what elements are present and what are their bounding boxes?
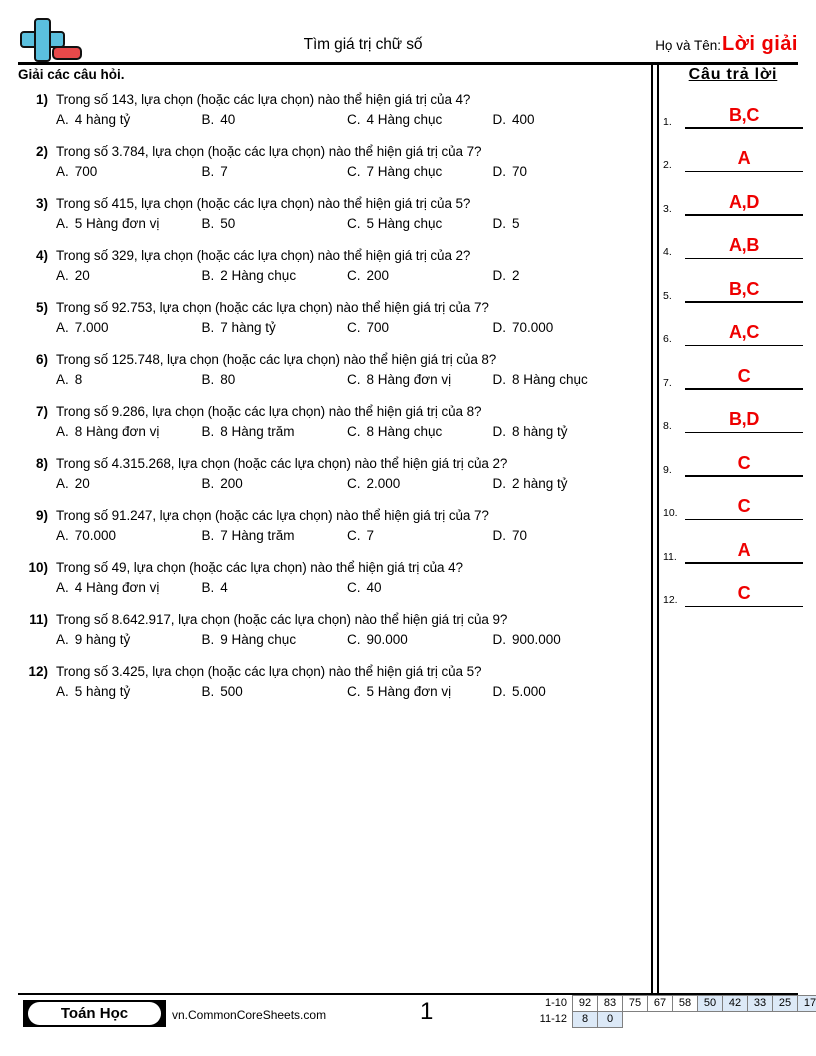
answer-row <box>663 521 803 565</box>
choice-text: 7 <box>366 528 375 543</box>
choice-letter: D. <box>492 632 506 647</box>
instruction-text: Giải các câu hỏi. <box>18 67 125 82</box>
choice-text: 5 Hàng chục <box>366 216 443 231</box>
choice-text: 400 <box>512 112 535 127</box>
answer-value: C <box>737 365 751 386</box>
answer-value: C <box>737 496 751 516</box>
answer-index: 10. <box>663 507 678 519</box>
choice-option[interactable] <box>347 580 493 595</box>
choice-row <box>56 112 638 127</box>
choice-letter: D. <box>492 268 506 283</box>
choice-text: 8 Hàng đơn vị <box>74 424 160 439</box>
score-range-label: 1-10 <box>544 997 567 1009</box>
choice-letter: C. <box>347 528 361 543</box>
choice-option[interactable] <box>493 424 639 439</box>
choice-letter: A. <box>56 372 69 387</box>
score-cell: 25 <box>772 995 798 1012</box>
choice-option[interactable] <box>493 216 639 231</box>
question-text: Trong số 9.286, lựa chọn (hoặc các lựa chọn) nào thể hiện giá trị của 8? <box>56 404 482 419</box>
choice-letter: B. <box>201 112 215 127</box>
question-item <box>18 664 638 699</box>
logo-plus-center <box>37 33 48 46</box>
choice-letter: D. <box>492 112 506 127</box>
answer-row <box>663 173 803 217</box>
choice-option[interactable] <box>347 216 493 231</box>
choice-option[interactable] <box>202 112 348 127</box>
choice-option[interactable] <box>202 684 348 699</box>
answer-value: A,B <box>728 235 760 255</box>
choice-text: 2 hàng tỷ <box>512 476 568 491</box>
choice-option[interactable] <box>493 164 639 179</box>
choice-letter: C. <box>347 164 361 179</box>
answer-blank-line[interactable] <box>685 214 803 216</box>
choice-text: 700 <box>366 320 390 335</box>
question-header <box>18 508 638 523</box>
divider-line-right <box>657 64 659 994</box>
choice-letter: C. <box>347 268 361 283</box>
answer-row <box>663 478 803 522</box>
question-number: 7) <box>35 404 48 419</box>
question-item <box>18 508 638 543</box>
score-cell: 83 <box>597 995 623 1012</box>
answer-row <box>663 391 803 435</box>
choice-option[interactable] <box>56 372 202 387</box>
answer-blank-line[interactable] <box>685 432 803 434</box>
answer-value: B,C <box>728 104 760 125</box>
header-divider <box>18 62 798 65</box>
answer-value: A <box>737 539 751 560</box>
answer-value: A,D <box>728 191 760 212</box>
choice-letter: A. <box>56 216 69 231</box>
choice-option[interactable] <box>56 164 202 179</box>
choice-option[interactable] <box>56 684 202 699</box>
score-cell: 8 <box>572 1011 598 1028</box>
choice-text: 8 hàng tỷ <box>512 424 568 439</box>
score-cell: 75 <box>622 995 648 1012</box>
answer-value: B,D <box>728 409 760 429</box>
question-number: 2) <box>35 144 48 159</box>
questions-list <box>18 92 638 716</box>
question-number: 1) <box>35 92 48 107</box>
answer-key-title: Câu trả lời <box>688 66 778 83</box>
answer-value: C <box>737 452 751 473</box>
choice-letter: B. <box>201 632 215 647</box>
choice-option[interactable] <box>56 476 202 491</box>
choice-text: 4 <box>220 580 228 595</box>
choice-row <box>56 580 638 595</box>
subject-badge-label: Toán Học <box>28 1002 161 1025</box>
choice-option[interactable] <box>202 268 348 283</box>
question-item <box>18 612 638 647</box>
choice-letter: D. <box>492 424 506 439</box>
choice-letter: C. <box>347 216 361 231</box>
choice-row <box>56 684 638 699</box>
choice-option[interactable] <box>347 112 493 127</box>
choice-text: 200 <box>366 268 390 283</box>
choice-text: 200 <box>220 476 243 491</box>
answer-blank-line[interactable] <box>685 606 803 608</box>
score-cell: 58 <box>672 995 698 1012</box>
answer-row <box>663 86 803 130</box>
choice-letter: D. <box>492 372 506 387</box>
choice-letter: B. <box>201 424 215 439</box>
choice-letter: A. <box>56 684 69 699</box>
question-text: Trong số 143, lựa chọn (hoặc các lựa chọn) nào thể hiện giá trị của 4? <box>56 92 471 107</box>
question-header <box>18 300 638 315</box>
choice-option[interactable] <box>493 476 639 491</box>
question-header <box>18 612 638 627</box>
choice-letter: B. <box>201 580 215 595</box>
question-number: 10) <box>28 560 48 575</box>
choice-option[interactable] <box>202 580 348 595</box>
answer-row <box>663 260 803 304</box>
choice-option[interactable] <box>347 268 493 283</box>
name-value: Lời giải <box>721 33 798 55</box>
answer-blank-line[interactable] <box>685 171 803 173</box>
choice-row <box>56 164 638 179</box>
choice-row <box>56 528 638 543</box>
choice-letter: B. <box>201 164 215 179</box>
choice-text: 80 <box>220 372 236 387</box>
choice-text: 2 Hàng chục <box>220 268 297 283</box>
choice-option[interactable] <box>202 216 348 231</box>
answer-index: 12. <box>663 594 678 606</box>
choice-letter: B. <box>201 268 215 283</box>
name-field-group <box>655 33 798 56</box>
choice-option[interactable] <box>347 632 493 647</box>
question-header <box>18 456 638 471</box>
choice-text: 7 Hàng chục <box>366 164 443 179</box>
question-number: 11) <box>29 612 48 627</box>
choice-letter: B. <box>201 476 215 491</box>
choice-text: 20 <box>74 268 90 283</box>
choice-text: 50 <box>220 216 236 231</box>
answer-index: 2. <box>663 159 672 171</box>
question-number: 5) <box>35 300 48 315</box>
score-cell: 0 <box>597 1011 623 1028</box>
choice-text: 7 hàng tỷ <box>220 320 276 335</box>
choice-option[interactable] <box>493 528 639 543</box>
choice-letter: C. <box>347 112 361 127</box>
choice-option[interactable] <box>347 164 493 179</box>
logo-minus-bar <box>52 46 82 60</box>
score-cell: 42 <box>722 995 748 1012</box>
choice-text: 40 <box>220 112 236 127</box>
choice-letter: C. <box>347 476 361 491</box>
choice-option[interactable] <box>347 320 493 335</box>
answer-index: 9. <box>663 463 672 476</box>
name-label: Họ và Tên: <box>655 38 721 53</box>
question-header <box>18 404 638 419</box>
question-header <box>18 352 638 367</box>
choice-row <box>56 632 638 647</box>
choice-text: 4 hàng tỷ <box>74 112 131 127</box>
choice-text: 5 Hàng đơn vị <box>366 684 452 699</box>
choice-option[interactable] <box>56 580 202 595</box>
score-cell: 67 <box>647 995 673 1012</box>
choice-option[interactable] <box>347 476 493 491</box>
answer-index: 1. <box>663 115 672 128</box>
score-table-row <box>528 995 816 1012</box>
answer-row <box>663 565 803 609</box>
answer-value: C <box>737 583 751 603</box>
choice-letter: C. <box>347 632 361 647</box>
choice-letter: A. <box>56 164 69 179</box>
choice-letter: B. <box>201 372 215 387</box>
choice-option[interactable] <box>347 372 493 387</box>
choice-letter: D. <box>492 684 506 699</box>
question-item <box>18 456 638 491</box>
answer-row <box>663 347 803 391</box>
choice-text: 9 Hàng chục <box>220 632 297 647</box>
choice-letter: B. <box>201 216 215 231</box>
choice-text: 7 Hàng trăm <box>220 528 295 543</box>
answer-blank-line[interactable] <box>685 562 803 564</box>
choice-option[interactable] <box>56 320 202 335</box>
choice-text: 8 Hàng trăm <box>220 424 295 439</box>
choice-option[interactable] <box>202 372 348 387</box>
choice-option[interactable] <box>56 112 202 127</box>
choice-option[interactable] <box>493 112 639 127</box>
question-text: Trong số 329, lựa chọn (hoặc các lựa chọn) nào thể hiện giá trị của 2? <box>56 248 471 263</box>
question-text: Trong số 3.784, lựa chọn (hoặc các lựa chọn) nào thể hiện giá trị của 7? <box>56 144 482 159</box>
choice-text: 2.000 <box>366 476 401 491</box>
question-text: Trong số 4.315.268, lựa chọn (hoặc các lựa chọn) nào thể hiện giá trị của 2? <box>56 456 508 471</box>
choice-option[interactable] <box>56 216 202 231</box>
choice-letter: D. <box>492 164 506 179</box>
choice-letter: A. <box>56 476 69 491</box>
choice-option[interactable] <box>56 528 202 543</box>
choice-letter: B. <box>201 528 215 543</box>
choice-letter: D. <box>492 216 506 231</box>
question-number: 8) <box>35 456 48 471</box>
answer-blank-line[interactable] <box>685 127 803 129</box>
question-header <box>18 248 638 263</box>
choice-text: 70 <box>512 528 528 543</box>
choice-letter: D. <box>492 528 506 543</box>
choice-option[interactable] <box>493 684 639 699</box>
answer-index: 7. <box>663 376 672 389</box>
score-table <box>528 995 816 1027</box>
choice-text: 500 <box>220 684 243 699</box>
choice-letter: A. <box>56 528 69 543</box>
choice-text: 4 Hàng chục <box>366 112 443 127</box>
choice-letter: A. <box>56 320 69 335</box>
question-number: 4) <box>35 248 48 263</box>
choice-option[interactable] <box>56 632 202 647</box>
choice-letter: A. <box>56 424 69 439</box>
choice-row <box>56 424 638 439</box>
choice-letter: A. <box>56 112 69 127</box>
answer-value: A <box>737 148 751 168</box>
question-text: Trong số 8.642.917, lựa chọn (hoặc các lựa chọn) nào thể hiện giá trị của 9? <box>56 612 508 627</box>
choice-option[interactable] <box>202 424 348 439</box>
choice-row <box>56 320 638 335</box>
answer-rows <box>663 86 803 608</box>
choice-option[interactable] <box>202 632 348 647</box>
choice-letter: A. <box>56 632 69 647</box>
question-text: Trong số 415, lựa chọn (hoặc các lựa chọn) nào thể hiện giá trị của 5? <box>56 196 471 211</box>
score-range-label: 11-12 <box>539 1013 567 1025</box>
choice-text: 8 Hàng chục <box>512 372 588 387</box>
page-header <box>18 14 798 62</box>
choice-option[interactable] <box>56 268 202 283</box>
website-url: vn.CommonCoreSheets.com <box>172 1008 327 1022</box>
question-number: 3) <box>35 196 48 211</box>
answer-value: B,C <box>728 278 760 299</box>
choice-text: 90.000 <box>366 632 408 647</box>
choice-letter: D. <box>492 476 506 491</box>
choice-text: 8 Hàng đơn vị <box>366 372 452 387</box>
choice-text: 5 Hàng đơn vị <box>74 216 160 231</box>
choice-text: 70 <box>512 164 528 179</box>
choice-text: 40 <box>366 580 382 595</box>
choice-letter: D. <box>492 320 506 335</box>
choice-option[interactable] <box>56 424 202 439</box>
answer-key-panel <box>663 66 803 608</box>
plus-minus-logo-icon <box>18 16 82 62</box>
answer-index: 4. <box>663 246 672 258</box>
choice-text: 7 <box>220 164 228 179</box>
answer-blank-line[interactable] <box>685 519 803 521</box>
question-number: 9) <box>35 508 48 523</box>
choice-option[interactable] <box>493 372 639 387</box>
choice-letter: B. <box>201 320 215 335</box>
choice-option[interactable] <box>202 528 348 543</box>
choice-text: 9 hàng tỷ <box>74 632 131 647</box>
question-item <box>18 560 638 595</box>
choice-text: 2 <box>512 268 520 283</box>
choice-text: 8 <box>74 372 83 387</box>
question-header <box>18 560 638 575</box>
choice-row <box>56 268 638 283</box>
choice-option[interactable] <box>347 528 493 543</box>
answer-blank-line[interactable] <box>685 388 803 390</box>
choice-text: 7.000 <box>74 320 109 335</box>
choice-text: 8 Hàng chục <box>366 424 443 439</box>
answer-index: 5. <box>663 289 672 302</box>
choice-option[interactable] <box>202 476 348 491</box>
choice-row <box>56 216 638 231</box>
choice-option[interactable] <box>493 320 639 335</box>
choice-text: 70.000 <box>74 528 117 543</box>
question-item <box>18 352 638 387</box>
choice-option[interactable] <box>347 684 493 699</box>
choice-option[interactable] <box>347 424 493 439</box>
question-number: 6) <box>35 352 48 367</box>
choice-text: 5 <box>512 216 520 231</box>
choice-option[interactable] <box>493 632 639 647</box>
question-item <box>18 404 638 439</box>
score-cell: 33 <box>747 995 773 1012</box>
choice-option[interactable] <box>493 268 639 283</box>
answer-row <box>663 130 803 174</box>
choice-row <box>56 476 638 491</box>
answer-value: A,C <box>728 322 760 342</box>
choice-text: 5 hàng tỷ <box>74 684 131 699</box>
choice-letter: A. <box>56 580 69 595</box>
question-item <box>18 196 638 231</box>
divider-line-left <box>651 64 653 994</box>
score-cell: 50 <box>697 995 723 1012</box>
answer-row <box>663 304 803 348</box>
answer-index: 8. <box>663 420 672 432</box>
question-header <box>18 196 638 211</box>
answer-blank-line[interactable] <box>685 475 803 477</box>
choice-row <box>56 372 638 387</box>
worksheet-title: Tìm giá trị chữ số <box>303 36 423 53</box>
question-item <box>18 300 638 335</box>
score-cell: 92 <box>572 995 598 1012</box>
choice-text: 4 Hàng đơn vị <box>74 580 160 595</box>
question-number: 12) <box>28 664 48 679</box>
choice-letter: C. <box>347 424 361 439</box>
answer-blank-line[interactable] <box>685 258 803 260</box>
answer-index: 11. <box>663 550 677 563</box>
choice-letter: A. <box>56 268 69 283</box>
choice-text: 900.000 <box>512 632 561 647</box>
choice-letter: B. <box>201 684 215 699</box>
question-text: Trong số 91.247, lựa chọn (hoặc các lựa chọn) nào thể hiện giá trị của 7? <box>56 508 489 523</box>
question-header <box>18 144 638 159</box>
question-header <box>18 664 638 679</box>
choice-text: 20 <box>74 476 90 491</box>
question-header <box>18 92 638 107</box>
answer-index: 3. <box>663 202 672 215</box>
choice-text: 5.000 <box>512 684 546 699</box>
choice-letter: C. <box>347 684 361 699</box>
choice-letter: C. <box>347 580 361 595</box>
score-table-row <box>528 1011 816 1028</box>
choice-option[interactable] <box>202 164 348 179</box>
question-item <box>18 92 638 127</box>
answer-index: 6. <box>663 333 672 345</box>
question-text: Trong số 125.748, lựa chọn (hoặc các lựa chọn) nào thể hiện giá trị của 8? <box>56 352 497 367</box>
answer-row <box>663 434 803 478</box>
question-item <box>18 144 638 179</box>
question-text: Trong số 3.425, lựa chọn (hoặc các lựa chọn) nào thể hiện giá trị của 5? <box>56 664 482 679</box>
score-cell: 17 <box>797 995 816 1012</box>
question-text: Trong số 49, lựa chọn (hoặc các lựa chọn) nào thể hiện giá trị của 4? <box>56 560 463 575</box>
column-divider <box>651 64 660 994</box>
answer-blank-line[interactable] <box>685 301 803 303</box>
choice-letter: C. <box>347 320 361 335</box>
choice-letter: C. <box>347 372 361 387</box>
choice-text: 700 <box>74 164 98 179</box>
answer-blank-line[interactable] <box>685 345 803 347</box>
subject-badge <box>23 1000 166 1027</box>
question-item <box>18 248 638 283</box>
page-number: 1 <box>420 998 434 1025</box>
choice-option[interactable] <box>202 320 348 335</box>
question-text: Trong số 92.753, lựa chọn (hoặc các lựa chọn) nào thể hiện giá trị của 7? <box>56 300 489 315</box>
answer-row <box>663 217 803 261</box>
choice-text: 70.000 <box>512 320 554 335</box>
